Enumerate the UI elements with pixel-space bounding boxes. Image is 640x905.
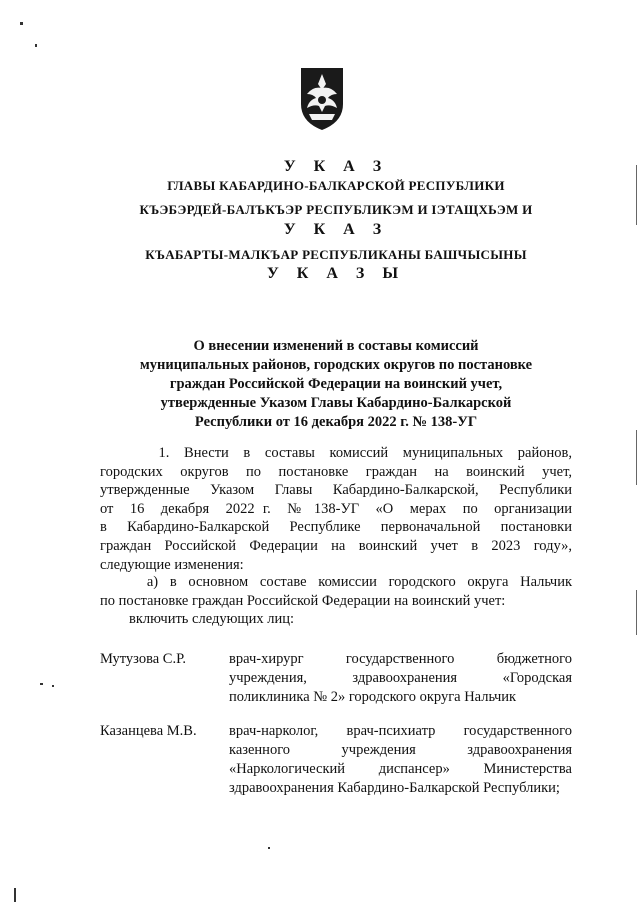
issuer-line-ru: ГЛАВЫ КАБАРДИНО-БАЛКАРСКОЙ РЕСПУБЛИКИ: [167, 178, 505, 193]
text-line: граждан Российской Федерации на воинский учет в 2023 году»,: [100, 537, 572, 554]
scan-edge-line: [636, 590, 637, 635]
paragraph-3: [100, 610, 572, 629]
text-line: врач-хирург государственного бюджетного: [229, 651, 572, 667]
person-name: Мутузова С.Р.: [100, 651, 186, 667]
text-line: «Наркологический диспансер» Министерства: [229, 761, 572, 777]
decree-heading-ru: У К А З: [283, 158, 389, 175]
decree-heading-balkar: У К А З Ы: [266, 265, 406, 282]
text-line: по постановке граждан Российской Федерации на воинский учет:: [100, 592, 506, 609]
text-line: городских округов по постановке граждан на воинский учет,: [100, 463, 572, 480]
scan-speck: [35, 44, 37, 47]
person-position: [229, 650, 572, 707]
decree-heading-kabardian: У К А З: [283, 221, 389, 238]
title-line: граждан Российской Федерации на воинский учет,: [169, 376, 503, 392]
scan-edge-line: [636, 430, 637, 485]
paragraph-2: [100, 573, 572, 610]
decree-title: [100, 337, 572, 432]
text-line: от 16 декабря 2022 г. № 138-УГ «О мерах по организации: [100, 500, 572, 517]
scan-edge-line: [636, 165, 637, 225]
scan-speck: [268, 847, 270, 849]
text-line: в Кабардино-Балкарской Республике первоначальной постановки: [100, 519, 572, 536]
person-name: Казанцева М.В.: [100, 723, 197, 739]
scan-speck: [52, 685, 54, 687]
coat-of-arms-emblem: [299, 64, 345, 132]
person-position: [229, 722, 572, 798]
title-line: О внесении изменений в составы комиссий: [193, 338, 479, 354]
text-line: казенного учреждения здравоохранения: [229, 742, 572, 758]
title-line: муниципальных районов, городских округов по постановке: [139, 357, 533, 373]
title-line: Республики от 16 декабря 2022 г. № 138-УГ: [194, 414, 478, 430]
scan-speck: [20, 22, 23, 25]
text-line: включить следующих лиц:: [100, 611, 294, 627]
issuer-line-balkar: КЪАБАРТЫ-МАЛКЪАР РЕСПУБЛИКАНЫ БАШЧЫСЫНЫ: [145, 247, 527, 262]
text-line: врач-нарколог, врач-психиатр государственного: [229, 723, 572, 739]
issuer-line-kabardian: КЪЭБЭРДЕЙ-БАЛЪКЪЭР РЕСПУБЛИКЭМ И ІЭТАЩХЬЭМ И: [139, 202, 533, 217]
title-line: утвержденные Указом Главы Кабардино-Балкарской: [160, 395, 512, 411]
text-line: здравоохранения Кабардино-Балкарской Республики;: [229, 780, 560, 796]
paragraph-1: [100, 444, 572, 574]
text-line: учреждения, здравоохранения «Городская: [229, 670, 572, 686]
scan-speck: [40, 683, 43, 685]
text-line: поликлиника № 2» городского округа Нальчик: [229, 689, 517, 705]
text-line: утвержденные Указом Главы Кабардино-Балкарской, Республики: [100, 482, 572, 499]
text-line: а) в основном составе комиссии городского округа Нальчик: [100, 574, 572, 590]
text-line: 1. Внести в составы комиссий муниципальных районов,: [100, 445, 572, 461]
text-line: следующие изменения:: [100, 556, 244, 573]
scan-speck: [14, 888, 16, 902]
